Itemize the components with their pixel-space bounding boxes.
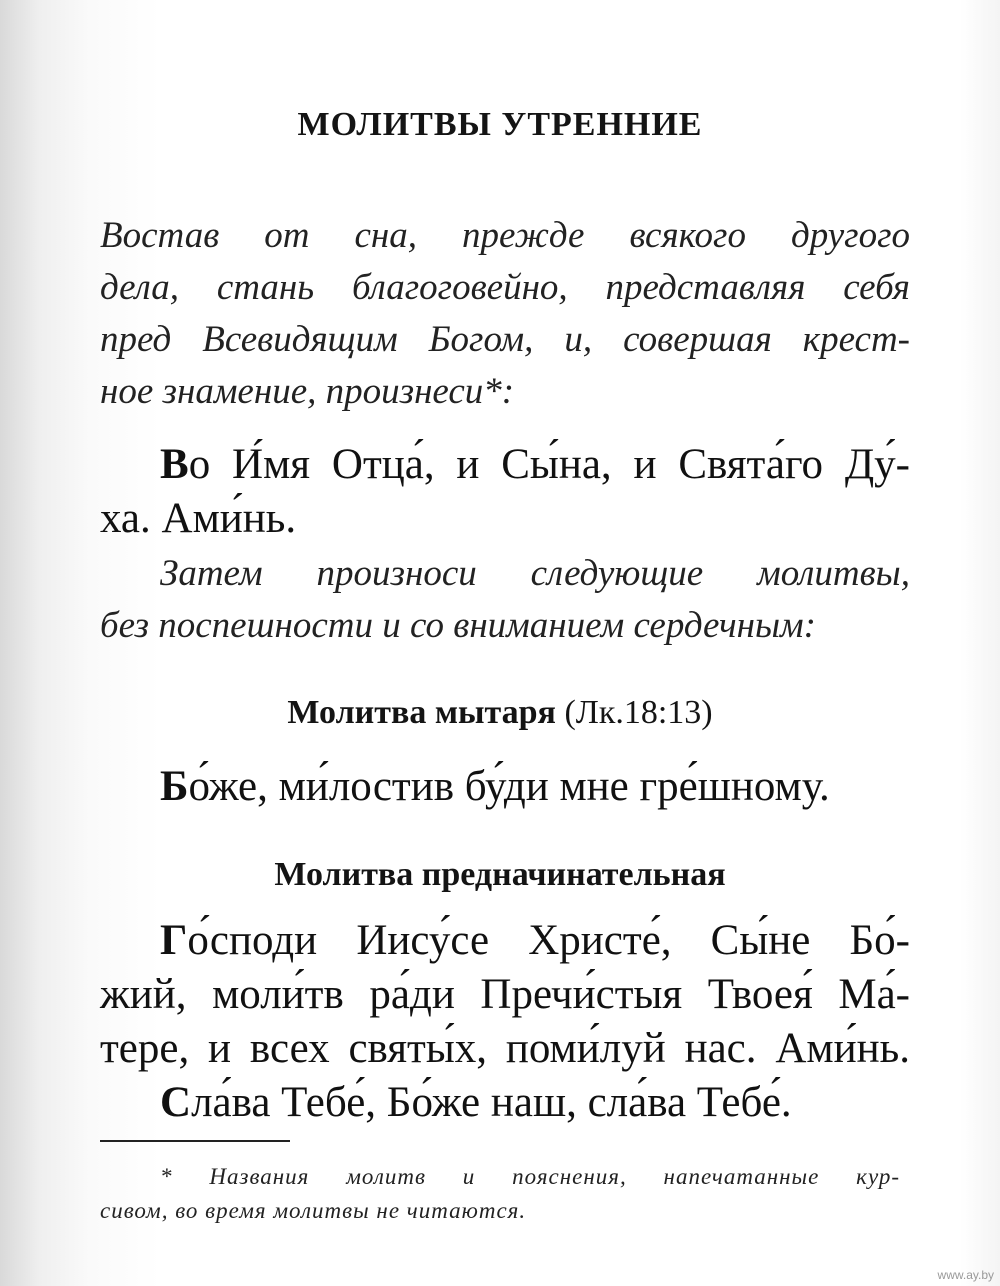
initial-prayer-line-3: тере, и всех святы́х, поми́луй нас. Ами́нь. xyxy=(100,1025,910,1072)
instruction-line-2: без поспешности и со вниманием сердечным: xyxy=(100,605,816,646)
drop-initial: Б xyxy=(160,763,189,810)
page-title: МОЛИТВЫ УТРЕННИЕ xyxy=(297,106,703,143)
intro-line-2: дела, стань благоговейно, представляя себя xyxy=(100,267,910,308)
drop-initial: С xyxy=(160,1079,192,1126)
footnote-divider xyxy=(100,1140,290,1142)
footnote-line-1 xyxy=(100,1160,900,1194)
footnote-text-1: Названия молитв и пояснения, напечатанные кур- xyxy=(209,1164,901,1189)
intro-line-4: ное знамение, произнеси*: xyxy=(100,371,515,412)
initial-prayer-heading xyxy=(0,856,1000,894)
intro-line-3: пред Всевидящим Богом, и, совершая крест- xyxy=(100,319,910,360)
glory-text: ла́ва Тебе́, Бо́же наш, сла́ва Тебе́. xyxy=(191,1079,792,1126)
initial-prayer-line-1 xyxy=(160,912,910,969)
publican-prayer xyxy=(160,758,910,815)
footnote xyxy=(100,1160,900,1228)
publican-heading-title: Молитва мытаря xyxy=(287,694,556,731)
glory-line xyxy=(160,1074,910,1131)
sign-of-cross-line-2: ха. Ами́нь. xyxy=(100,495,297,542)
drop-initial: Г xyxy=(160,917,188,964)
sign-of-cross-text-1: о И́мя Отца́, и Сы́на, и Свята́го Ду́- xyxy=(188,441,910,488)
footnote-line-2: сивом, во время молитвы не читаются. xyxy=(100,1198,527,1223)
instruction-line-1: Затем произноси следующие молитвы, xyxy=(160,553,910,594)
sign-of-cross-line-1 xyxy=(160,436,910,493)
drop-initial: В xyxy=(160,441,189,488)
initial-prayer-text-1: о́споди Иису́се Христе́, Сы́не Бо́- xyxy=(187,917,910,964)
publican-reference: (Лк.18:13) xyxy=(564,694,713,731)
initial-prayer-line-2: жий, моли́тв ра́ди Пречи́стыя Твоея́ Ма́- xyxy=(100,971,910,1018)
watermark: www.ay.by xyxy=(937,1268,994,1282)
publican-heading xyxy=(0,694,1000,732)
initial-prayer-heading-title: Молитва предначинательная xyxy=(274,856,726,893)
intro-line-1: Востав от сна, прежде всякого другого xyxy=(100,215,910,256)
publican-prayer-text: о́же, ми́лостив бу́ди мне гре́шному. xyxy=(188,763,830,810)
footnote-marker: * xyxy=(160,1164,173,1189)
